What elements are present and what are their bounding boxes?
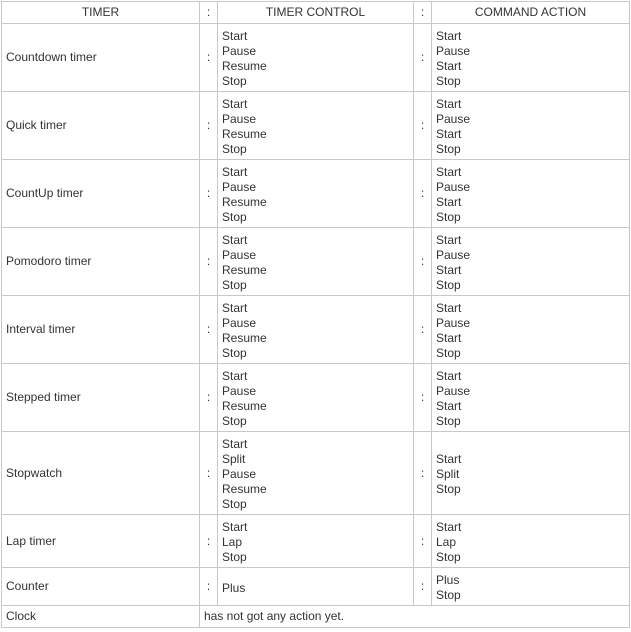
- command-action-item: Start: [436, 520, 462, 534]
- header-row: [2, 2, 630, 24]
- command-action-item: Stop: [436, 550, 461, 564]
- table-row: [2, 364, 630, 432]
- table-row: [2, 515, 630, 568]
- timer-control-item: Start: [222, 369, 248, 383]
- timer-control-item: Stop: [222, 74, 247, 88]
- separator: :: [414, 364, 432, 432]
- header-command-action: COMMAND ACTION: [432, 2, 630, 24]
- header-separator: :: [414, 2, 432, 24]
- timer-control-item: Plus: [222, 580, 246, 595]
- timer-control-item: Stop: [222, 278, 247, 292]
- timer-control-item: Start: [222, 29, 248, 43]
- footer-row: [2, 606, 630, 628]
- command-action-list: [432, 364, 630, 432]
- timer-name: Stepped timer: [2, 364, 200, 432]
- header-timer-control: TIMER CONTROL: [218, 2, 414, 24]
- timer-control-item: Resume: [222, 59, 267, 73]
- timer-control-item: Start: [222, 97, 248, 111]
- timer-control-item: Stop: [222, 497, 247, 511]
- timer-control-item: Pause: [222, 180, 257, 194]
- separator: :: [200, 568, 218, 606]
- command-action-item: Start: [436, 399, 462, 413]
- timer-control-item: Stop: [222, 210, 247, 224]
- separator: :: [414, 515, 432, 568]
- command-action-item: Start: [436, 195, 462, 209]
- table-row: [2, 24, 630, 92]
- timer-control-list: [218, 24, 414, 92]
- separator: :: [200, 228, 218, 296]
- command-action-item: Lap: [436, 535, 457, 549]
- command-action-item: Stop: [436, 278, 461, 292]
- timer-control-item: Stop: [222, 346, 247, 360]
- timer-control-item: Start: [222, 301, 248, 315]
- command-action-item: Pause: [436, 316, 471, 330]
- command-action-list: [432, 568, 630, 606]
- separator: :: [200, 432, 218, 515]
- timer-name: Clock: [2, 606, 200, 628]
- timer-name: Interval timer: [2, 296, 200, 364]
- timer-control-item: Start: [222, 520, 248, 534]
- table-row: [2, 296, 630, 364]
- timer-name: Quick timer: [2, 92, 200, 160]
- timer-control-item: Split: [222, 452, 246, 466]
- timer-control-item: Pause: [222, 112, 257, 126]
- timer-name: Pomodoro timer: [2, 228, 200, 296]
- separator: :: [414, 432, 432, 515]
- command-action-item: Pause: [436, 384, 471, 398]
- command-action-item: Start: [436, 29, 462, 43]
- timer-name: CountUp timer: [2, 160, 200, 228]
- command-action-list: [432, 228, 630, 296]
- separator: :: [200, 160, 218, 228]
- timer-name: Countdown timer: [2, 24, 200, 92]
- table-row: [2, 228, 630, 296]
- table-body: [2, 24, 630, 628]
- command-action-item: Stop: [436, 346, 461, 360]
- timer-control-item: Stop: [222, 414, 247, 428]
- command-action-item: Plus: [436, 573, 460, 587]
- timer-control-item: Pause: [222, 248, 257, 262]
- command-action-item: Start: [436, 452, 462, 466]
- command-action-item: Start: [436, 127, 462, 141]
- command-action-item: Start: [436, 331, 462, 345]
- timer-control-item: Resume: [222, 263, 267, 277]
- command-action-item: Start: [436, 233, 462, 247]
- command-action-item: Start: [436, 165, 462, 179]
- timer-control-item: Resume: [222, 331, 267, 345]
- timer-control-list: [218, 92, 414, 160]
- command-action-item: Split: [436, 467, 460, 481]
- table-row: [2, 160, 630, 228]
- separator: :: [200, 24, 218, 92]
- command-action-list: [432, 432, 630, 515]
- command-action-list: [432, 92, 630, 160]
- timer-name: Counter: [2, 568, 200, 606]
- command-action-item: Start: [436, 369, 462, 383]
- timer-control-list: [218, 228, 414, 296]
- table-row: [2, 92, 630, 160]
- command-action-list: [432, 515, 630, 568]
- command-action-item: Start: [436, 59, 462, 73]
- timer-control-list: [218, 432, 414, 515]
- separator: :: [414, 296, 432, 364]
- table-row: [2, 568, 630, 606]
- timer-control-item: Start: [222, 437, 248, 451]
- separator: :: [414, 160, 432, 228]
- command-action-item: Pause: [436, 180, 471, 194]
- timer-control-item: Start: [222, 233, 248, 247]
- command-action-item: Stop: [436, 588, 461, 602]
- command-action-item: Pause: [436, 248, 471, 262]
- command-action-list: [432, 24, 630, 92]
- command-action-item: Stop: [436, 142, 461, 156]
- separator: :: [200, 515, 218, 568]
- timer-control-item: Resume: [222, 195, 267, 209]
- separator: :: [414, 24, 432, 92]
- command-action-list: [432, 160, 630, 228]
- timer-control-item: Start: [222, 165, 248, 179]
- timer-commands-table: [1, 1, 630, 628]
- timer-control-item: Stop: [222, 142, 247, 156]
- timer-control-item: Resume: [222, 399, 267, 413]
- no-action-note: has not got any action yet.: [200, 606, 630, 628]
- timer-control-item: Pause: [222, 44, 257, 58]
- separator: :: [200, 296, 218, 364]
- separator: :: [414, 228, 432, 296]
- command-action-item: Stop: [436, 482, 461, 496]
- command-action-list: [432, 296, 630, 364]
- timer-name: Stopwatch: [2, 432, 200, 515]
- timer-name: Lap timer: [2, 515, 200, 568]
- timer-control-item: Pause: [222, 467, 257, 481]
- command-action-item: Pause: [436, 44, 471, 58]
- timer-control-list: [218, 160, 414, 228]
- command-action-item: Start: [436, 301, 462, 315]
- timer-control-list: [218, 296, 414, 364]
- separator: :: [200, 92, 218, 160]
- header-timer: TIMER: [2, 2, 200, 24]
- header-separator: :: [200, 2, 218, 24]
- timer-control-item: Pause: [222, 316, 257, 330]
- separator: :: [414, 568, 432, 606]
- command-action-item: Stop: [436, 210, 461, 224]
- command-action-item: Start: [436, 263, 462, 277]
- timer-control-item: Resume: [222, 482, 267, 496]
- separator: :: [200, 364, 218, 432]
- separator: :: [414, 92, 432, 160]
- command-action-item: Start: [436, 97, 462, 111]
- command-action-item: Pause: [436, 112, 471, 126]
- command-action-item: Stop: [436, 74, 461, 88]
- timer-control-list: [218, 515, 414, 568]
- timer-control-list: [218, 568, 414, 606]
- timer-control-list: [218, 364, 414, 432]
- table-row: [2, 432, 630, 515]
- timer-control-item: Pause: [222, 384, 257, 398]
- timer-control-item: Lap: [222, 535, 243, 549]
- timer-control-item: Resume: [222, 127, 267, 141]
- command-action-item: Stop: [436, 414, 461, 428]
- timer-control-item: Stop: [222, 550, 247, 564]
